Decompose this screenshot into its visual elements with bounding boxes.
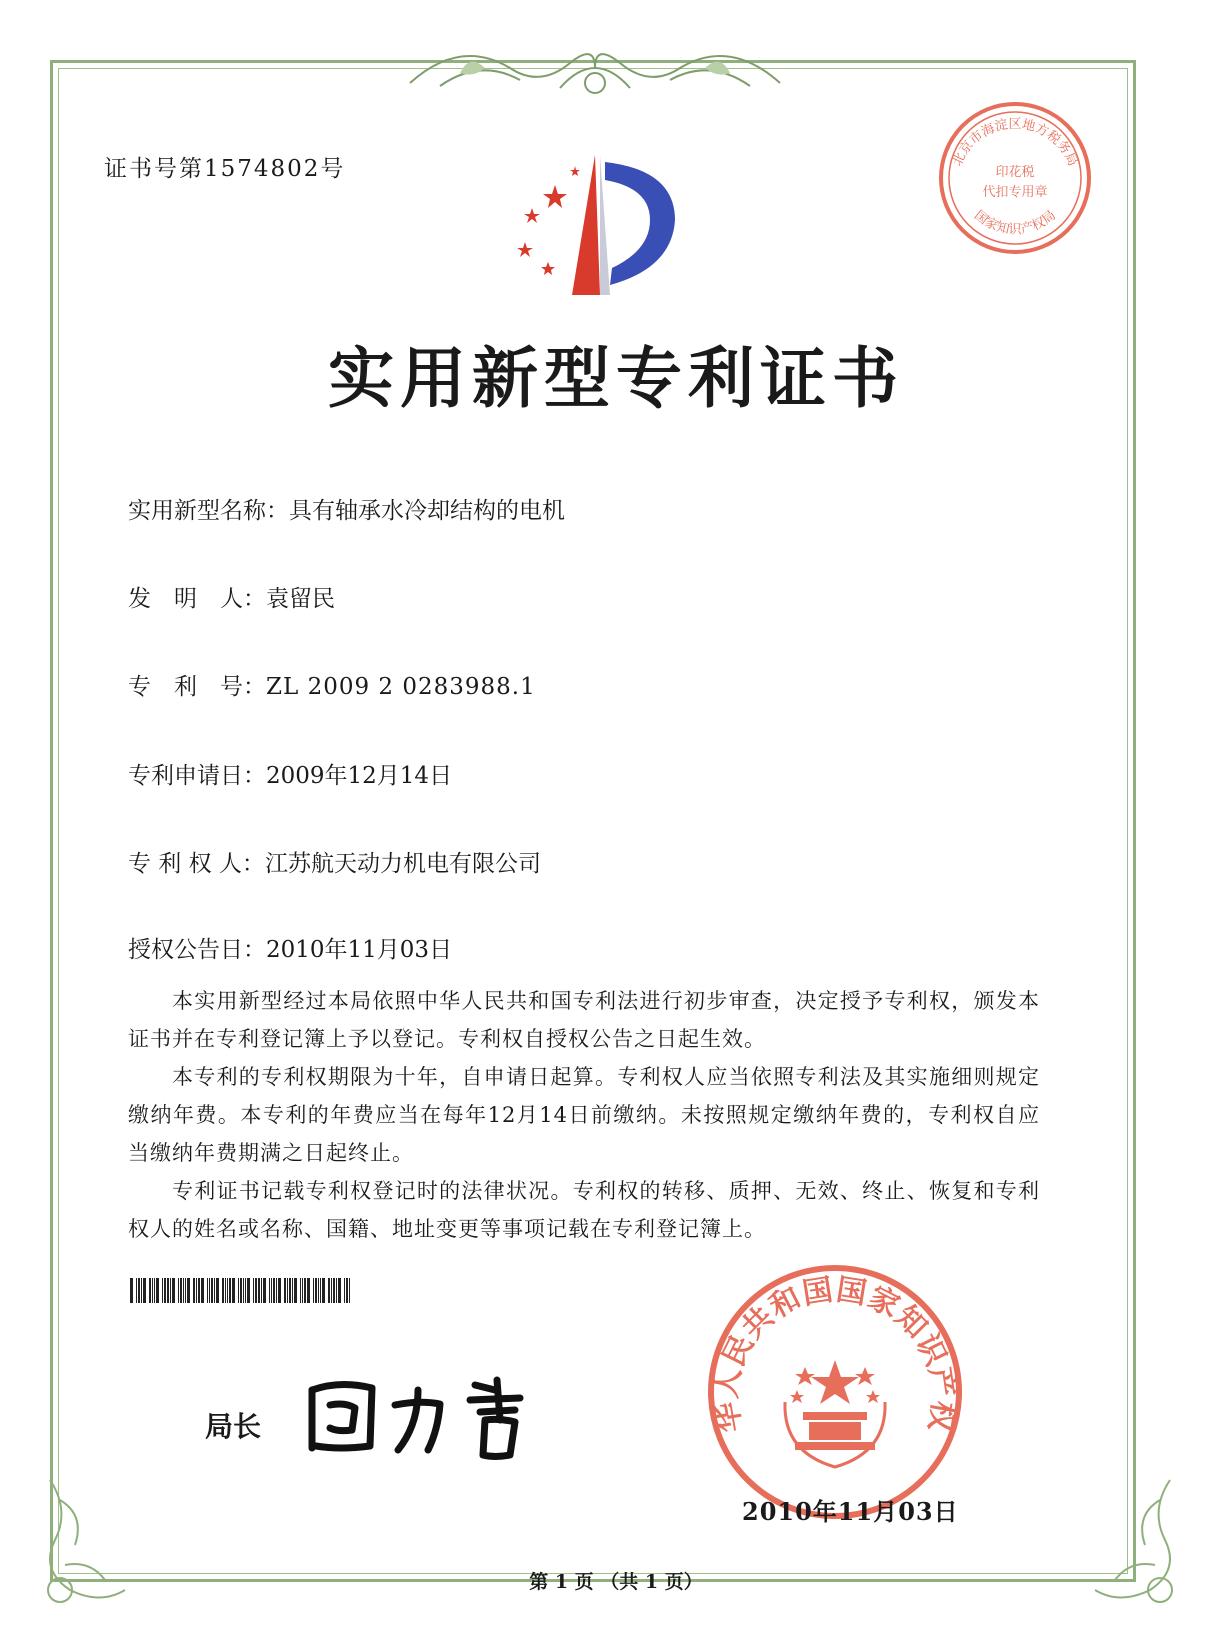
barcode-bar bbox=[318, 1278, 319, 1303]
field-utility-model-name bbox=[128, 492, 565, 525]
director-signature bbox=[300, 1360, 560, 1470]
field-value: 江苏航天动力机电有限公司 bbox=[264, 851, 541, 877]
barcode-bar bbox=[307, 1278, 310, 1303]
svg-text:北京市海淀区地方税务局 bbox=[950, 116, 1080, 168]
barcode-bar bbox=[178, 1278, 179, 1303]
signature-title: 局长 bbox=[205, 1410, 262, 1443]
top-ornament bbox=[400, 28, 790, 108]
barcode-bar bbox=[156, 1278, 159, 1303]
barcode-bar bbox=[222, 1278, 224, 1303]
barcode-bar bbox=[229, 1278, 231, 1303]
barcode-bar bbox=[336, 1278, 337, 1303]
field-label: 专利申请日： bbox=[128, 763, 266, 789]
barcode-bar bbox=[263, 1278, 266, 1303]
field-filing-date bbox=[128, 757, 452, 790]
barcode-bar bbox=[214, 1278, 215, 1303]
barcode-bar bbox=[201, 1278, 204, 1303]
barcode-bar bbox=[227, 1278, 228, 1303]
barcode-bar bbox=[185, 1278, 186, 1303]
barcode-bar bbox=[294, 1278, 297, 1303]
barcode-bar bbox=[193, 1278, 195, 1303]
field-value: 具有轴承水冷却结构的电机 bbox=[289, 498, 565, 524]
field-label: 发 明 人： bbox=[128, 586, 266, 612]
barcode-bar bbox=[247, 1278, 250, 1303]
barcode-bar bbox=[180, 1278, 182, 1303]
barcode-bar bbox=[164, 1278, 166, 1303]
barcode-bar bbox=[322, 1278, 325, 1303]
field-value: 袁留民 bbox=[266, 586, 335, 612]
barcode-bar bbox=[349, 1278, 350, 1303]
sipo-logo-icon bbox=[500, 150, 700, 300]
barcode-bar bbox=[209, 1278, 210, 1303]
barcode-bar bbox=[130, 1278, 133, 1303]
barcode-bar bbox=[331, 1278, 332, 1303]
tax-seal-center-line2: 代扣专用章 bbox=[982, 185, 1048, 200]
barcode-bar bbox=[187, 1278, 190, 1303]
seal-date: 2010年11月03日 bbox=[742, 1497, 959, 1526]
barcode-bar bbox=[292, 1278, 293, 1303]
barcode-bar bbox=[143, 1278, 146, 1303]
barcode-bar bbox=[225, 1278, 226, 1303]
barcode-bar bbox=[152, 1278, 153, 1303]
barcode-bar bbox=[302, 1278, 303, 1303]
field-label: 专 利 号： bbox=[128, 674, 266, 700]
barcode-bar bbox=[183, 1278, 184, 1303]
field-label: 授权公告日： bbox=[128, 937, 266, 963]
barcode-bar bbox=[138, 1278, 140, 1303]
barcode-bar bbox=[198, 1278, 200, 1303]
field-label: 实用新型名称： bbox=[128, 498, 289, 524]
barcode-bar bbox=[141, 1278, 142, 1303]
field-value: ZL 2009 2 0283988.1 bbox=[266, 674, 536, 700]
barcode-bar bbox=[284, 1278, 286, 1303]
barcode-bar bbox=[333, 1278, 335, 1303]
tax-seal-outer-text: 北京市海淀区地方税务局 bbox=[949, 117, 1081, 169]
paragraph-grant-statement: 本实用新型经过本局依照中华人民共和国专利法进行初步审查，决定授予专利权，颁发本证书并在专利登记簿上予以登记。专利权自授权公告之日起生效。 bbox=[128, 989, 1040, 1051]
barcode-bar bbox=[216, 1278, 219, 1303]
page-number: 第 1 页 （共 1 页） bbox=[529, 1571, 703, 1593]
barcode-bar bbox=[271, 1278, 272, 1303]
barcode-bar bbox=[172, 1278, 175, 1303]
sipo-official-seal bbox=[705, 1262, 965, 1526]
barcode-bar bbox=[304, 1278, 306, 1303]
barcode-bar bbox=[320, 1278, 321, 1303]
barcode-bar bbox=[167, 1278, 169, 1303]
barcode-bar bbox=[238, 1278, 239, 1303]
barcode-bar bbox=[253, 1278, 254, 1303]
barcode-bar bbox=[170, 1278, 171, 1303]
barcode-bar bbox=[243, 1278, 244, 1303]
barcode-bar bbox=[232, 1278, 235, 1303]
field-grant-date bbox=[128, 931, 452, 964]
barcode-bar bbox=[273, 1278, 275, 1303]
barcode-bar bbox=[344, 1278, 345, 1303]
svg-text:中华人民共和国国家知识产权局 bbox=[705, 1262, 961, 1435]
field-patentee bbox=[128, 845, 541, 878]
field-patent-number bbox=[128, 668, 536, 701]
seal-arc-text: 华人民共和国国家知识产权 bbox=[709, 1272, 961, 1435]
barcode-bar bbox=[149, 1278, 151, 1303]
barcode-bar bbox=[255, 1278, 257, 1303]
certificate-number: 证书号第1574802号 bbox=[104, 156, 346, 182]
field-value: 2010年11月03日 bbox=[266, 937, 453, 963]
barcode-bar bbox=[207, 1278, 208, 1303]
page-title: 实用新型专利证书 bbox=[328, 339, 904, 417]
barcode-bar bbox=[196, 1278, 197, 1303]
barcode-bar bbox=[136, 1278, 137, 1303]
paragraph-term-statement: 本专利的专利权期限为十年，自申请日起算。专利权人应当依照专利法及其实施细则规定缴纳年费。本专利的年费应当在每年12月14日前缴纳。未按照规定缴纳年费的，专利权自应当缴纳年费期满之日起终止。 bbox=[128, 1065, 1040, 1165]
barcode bbox=[130, 1278, 497, 1303]
barcode-bar bbox=[240, 1278, 242, 1303]
barcode-bar bbox=[328, 1278, 330, 1303]
barcode-bar bbox=[261, 1278, 262, 1303]
field-label: 专 利 权 人： bbox=[128, 851, 265, 877]
barcode-bar bbox=[245, 1278, 246, 1303]
barcode-bar bbox=[278, 1278, 281, 1303]
field-value: 2009年12月14日 bbox=[266, 763, 453, 789]
field-inventor bbox=[128, 580, 335, 613]
barcode-bar bbox=[154, 1278, 155, 1303]
barcode-bar bbox=[338, 1278, 341, 1303]
tax-seal-bottom-text: 国家知识产权局 bbox=[971, 207, 1059, 238]
barcode-bar bbox=[269, 1278, 270, 1303]
barcode-bar bbox=[346, 1278, 348, 1303]
barcode-bar bbox=[289, 1278, 291, 1303]
barcode-bar bbox=[258, 1278, 260, 1303]
svg-text:国家知识产权局 bbox=[971, 208, 1059, 237]
barcode-bar bbox=[211, 1278, 213, 1303]
barcode-bar bbox=[287, 1278, 288, 1303]
tax-stamp-seal bbox=[935, 98, 1095, 262]
barcode-bar bbox=[315, 1278, 317, 1303]
barcode-bar bbox=[162, 1278, 163, 1303]
barcode-bar bbox=[313, 1278, 314, 1303]
barcode-bar bbox=[300, 1278, 301, 1303]
barcode-bar bbox=[276, 1278, 277, 1303]
tax-seal-center-line1: 印花税 bbox=[995, 165, 1035, 180]
paragraph-legal-status: 专利证书记载专利权登记时的法律状况。专利权的转移、质押、无效、终止、恢复和专利权人的姓名或名称、国籍、地址变更等事项记载在专利登记簿上。 bbox=[128, 1179, 1040, 1241]
